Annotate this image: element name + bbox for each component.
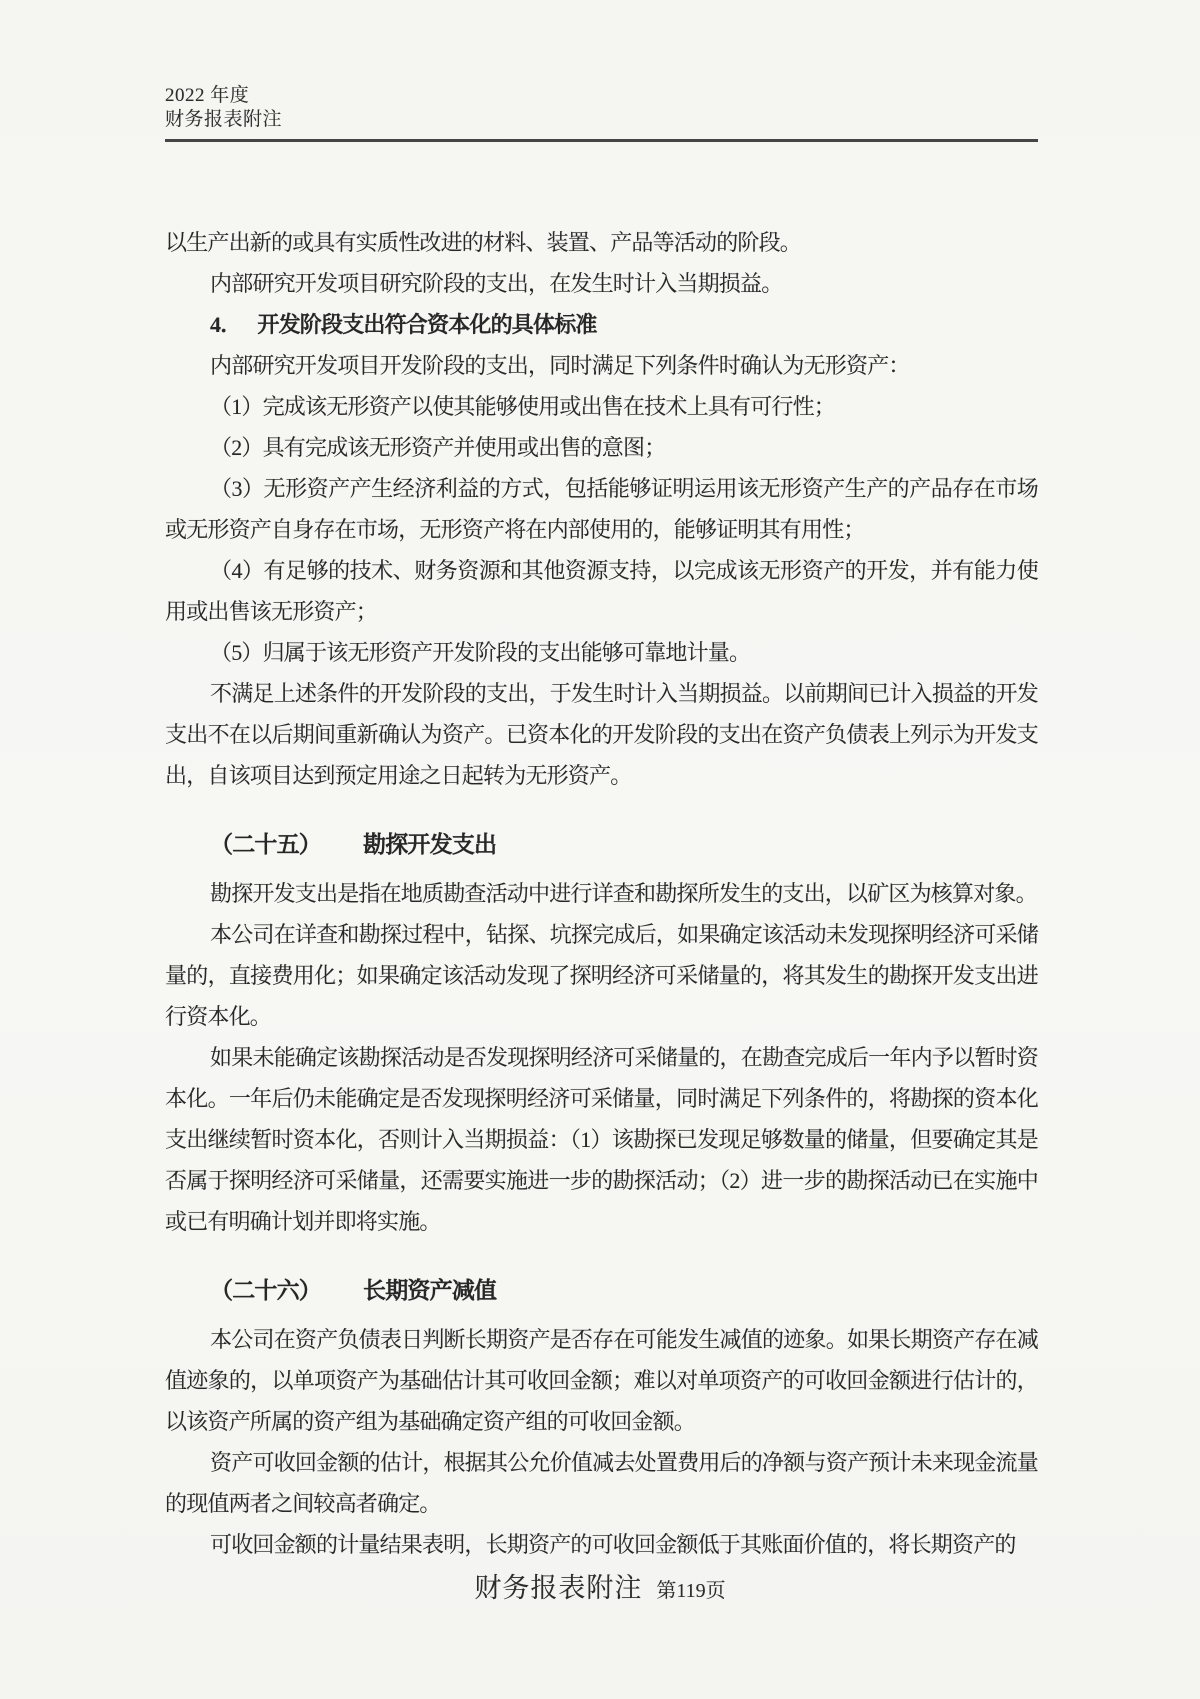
heading-title: 开发阶段支出符合资本化的具体标准 [257,312,597,337]
paragraph: 内部研究开发项目开发阶段的支出，同时满足下列条件时确认为无形资产： [210,353,910,378]
section-title: 长期资产减值 [363,1278,497,1303]
paragraph: 如果未能确定该勘探活动是否发现探明经济可采储量的，在勘查完成后一年内予以暂时资本化。一年后仍未能确定是否发现探明经济可采储量，同时满足下列条件的，将勘探的资本化支出继续暂时资本化，否则计入当期损益：（1）该勘探已发现足够数量的储量，但要确定其是否属于探明经济可采储量，还需要实施进一步的勘探活动；（2）进一步的勘探活动已在实施中或已有明确计划并即将实施。 [165,1045,1038,1234]
header-rule [165,139,1038,142]
footer-title: 财务报表附注 [474,1573,643,1603]
paragraph: （4）有足够的技术、财务资源和其他资源支持，以完成该无形资产的开发，并有能力使用或出售该无形资产； [165,558,1038,624]
document-body [165,222,1038,1565]
paragraph: （2）具有完成该无形资产并使用或出售的意图； [210,435,666,460]
report-year: 2022 年度 [165,85,250,106]
paragraph: 可收回金额的计量结果表明，长期资产的可收回金额低于其账面价值的，将长期资产的 [210,1532,1016,1557]
paragraph: （3）无形资产产生经济利益的方式，包括能够证明运用该无形资产生产的产品存在市场或无形资产自身存在市场，无形资产将在内部使用的，能够证明其有用性； [165,476,1038,542]
page-footer [0,1566,1200,1605]
paragraph: 勘探开发支出是指在地质勘查活动中进行详查和勘探所发生的支出，以矿区为核算对象。 [210,881,1037,906]
paragraph: 本公司在详查和勘探过程中，钻探、坑探完成后，如果确定该活动未发现探明经济可采储量的，直接费用化；如果确定该活动发现了探明经济可采储量的，将其发生的勘探开发支出进行资本化。 [165,922,1038,1029]
section-title: 勘探开发支出 [363,832,497,857]
section-number: （二十六） [210,1278,322,1303]
paragraph: 以生产出新的或具有实质性改进的材料、装置、产品等活动的阶段。 [165,230,802,255]
numbered-heading [165,304,1038,345]
paragraph: 内部研究开发项目研究阶段的支出，在发生时计入当期损益。 [210,271,783,296]
footer-page-number: 第119页 [656,1580,726,1602]
paragraph: （1）完成该无形资产以使其能够使用或出售在技术上具有可行性； [210,394,836,419]
paragraph: 本公司在资产负债表日判断长期资产是否存在可能发生减值的迹象。如果长期资产存在减值迹象的，以单项资产为基础估计其可收回金额；难以对单项资产的可收回金额进行估计的，以该资产所属的资产组为基础确定资产组的可收回金额。 [165,1327,1038,1434]
paragraph: （5）归属于该无形资产开发阶段的支出能够可靠地计量。 [210,640,751,665]
report-title: 财务报表附注 [165,109,283,130]
page-header [165,0,1038,142]
heading-number: 4． [210,312,242,337]
section-heading-impairment [165,1270,1038,1311]
section-number: （二十五） [210,832,322,857]
paragraph: 资产可收回金额的估计，根据其公允价值减去处置费用后的净额与资产预计未来现金流量的现值两者之间较高者确定。 [165,1450,1038,1516]
paragraph: 不满足上述条件的开发阶段的支出，于发生时计入当期损益。以前期间已计入损益的开发支出不在以后期间重新确认为资产。已资本化的开发阶段的支出在资产负债表上列示为开发支出，自该项目达到预定用途之日起转为无形资产。 [165,681,1038,788]
section-heading-exploration [165,824,1038,865]
